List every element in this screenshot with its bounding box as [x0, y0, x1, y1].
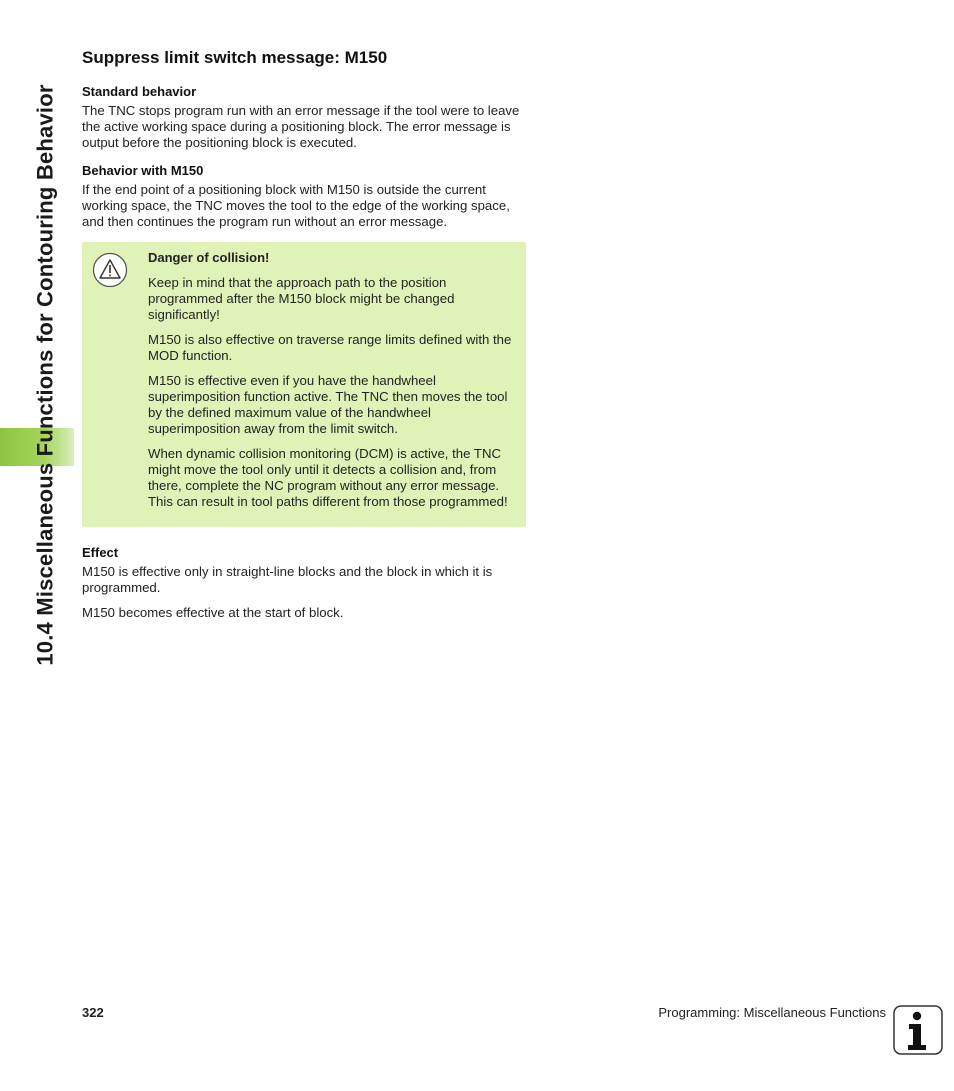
warning-note [82, 242, 526, 527]
warning-paragraph: Keep in mind that the approach path to the position programmed after the M150 block might be changed significantly! [148, 275, 455, 322]
page-number: 322 [82, 1005, 104, 1020]
warning-icon [92, 252, 128, 288]
standard-behavior-heading: Standard behavior [82, 84, 197, 99]
page-title: Suppress limit switch message: M150 [82, 48, 388, 67]
m150-behavior-text: If the end point of a positioning block with M150 is outside the current working space, the TNC moves the tool to the edge of the working space, and then continues the program run without an error message. [82, 182, 510, 229]
chapter-title [26, 40, 66, 710]
warning-paragraph: When dynamic collision monitoring (DCM) is active, the TNC might move the tool only until it detects a collision and, from there, complete the NC program without any error message. This can result in tool paths different from those programmed! [148, 446, 508, 509]
standard-behavior-section [82, 84, 526, 151]
effect-text: M150 becomes effective at the start of block. [82, 605, 344, 620]
warning-title: Danger of collision! [148, 250, 270, 265]
warning-paragraph: M150 is also effective on traverse range limits defined with the MOD function. [148, 332, 512, 363]
effect-text: M150 is effective only in straight-line blocks and the block in which it is programmed. [82, 564, 493, 595]
warning-paragraph: M150 is effective even if you have the handwheel superimposition function active. The TNC then moves the tool by the defined maximum value of the handwheel superimposition away from the limit switch. [148, 373, 508, 436]
effect-section [82, 545, 526, 621]
info-icon [893, 1005, 943, 1055]
chapter-title-text: 10.4 Miscellaneous Functions for Contouring Behavior [33, 84, 59, 666]
m150-behavior-section [82, 163, 526, 230]
m150-behavior-heading: Behavior with M150 [82, 163, 204, 178]
main-content [82, 48, 526, 633]
standard-behavior-text: The TNC stops program run with an error message if the tool were to leave the active working space during a positioning block. The error message is output before the positioning block is executed. [82, 103, 520, 150]
footer-section-title: Programming: Miscellaneous Functions [658, 1005, 886, 1020]
effect-heading: Effect [82, 545, 119, 560]
